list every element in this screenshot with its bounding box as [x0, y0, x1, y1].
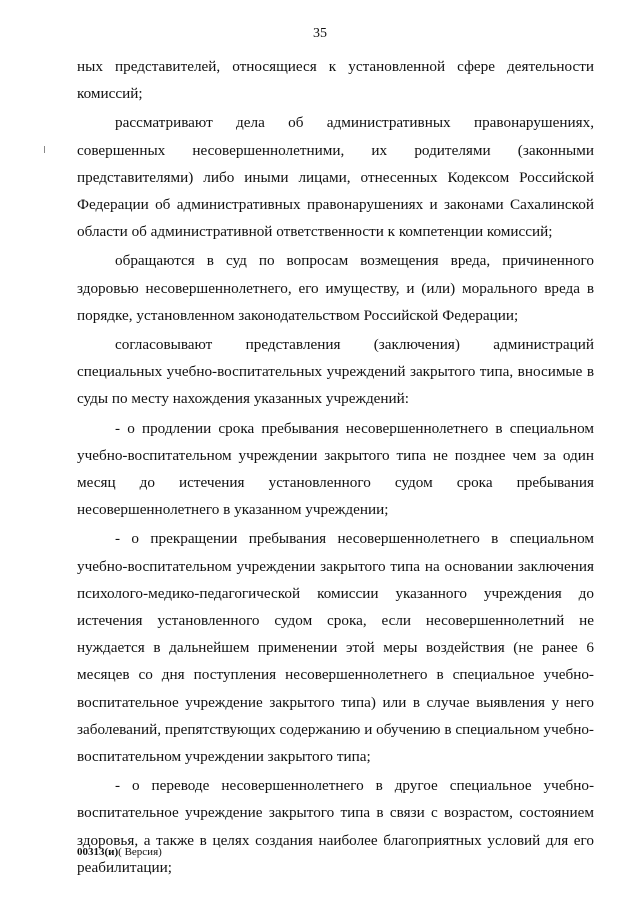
page-number: 35 [313, 26, 327, 41]
list-item-transfer: - о переводе несовершеннолетнего в другое специальное учебно-воспитательное учреждение закрытого типа в связи с возрастом, состоянием здоровья, а также в целях создания наиболее благоприятных условий для его реабилитации; [77, 777, 594, 876]
footer-version: ( Версия) [118, 846, 162, 858]
margin-mark [44, 146, 45, 153]
document-body [77, 53, 594, 881]
paragraph-agree-representations: согласовывают представления (заключения) администраций специальных учебно-воспитательных учреждений закрытого типа, вносимые в суды по месту нахождения указанных учреждений: [77, 336, 594, 408]
list-item-termination: - о прекращении пребывания несовершеннолетнего в специальном учебно-воспитательном учреждении закрытого типа на основании заключения психолого-медико-педагогической комиссии указанного учреждения до истечения установленного судом срока, если несовершеннолетний не нуждается в дальнейшем применении этой меры воздействия (не ранее 6 месяцев со дня поступления несовершеннолетнего в специальное учебно-воспитательное учреждение закрытого типа) или в случае выявления у него заболеваний, препятствующих содержанию и обучению в специальном учебно-воспитательном учреждении закрытого типа; [77, 530, 594, 766]
paragraph-continuation: ных представителей, относящиеся к установленной сфере деятельности комиссий; [77, 58, 594, 103]
paragraph-administrative-cases: рассматривают дела об административных правонарушениях, совершенных несовершеннолетними, их родителями (законными представителями) либо иными лицами, отнесенных Кодексом Российской Федерации об административных правонарушениях и законами Сахалинской области об административной ответственности к компетенции комиссий; [77, 114, 594, 241]
document-footer [77, 846, 162, 858]
footer-code: 00313(и) [77, 846, 119, 858]
paragraph-court-appeals: обращаются в суд по вопросам возмещения вреда, причиненного здоровью несовершеннолетнего, его имуществу, и (или) морального вреда в порядке, установленном законодательством Российской Федерации; [77, 252, 594, 324]
list-item-extension: - о продлении срока пребывания несовершеннолетнего в специальном учебно-воспитательном учреждении закрытого типа не позднее чем за один месяц до истечения установленного судом срока пребывания несовершеннолетнего в указанном учреждении; [77, 419, 594, 519]
